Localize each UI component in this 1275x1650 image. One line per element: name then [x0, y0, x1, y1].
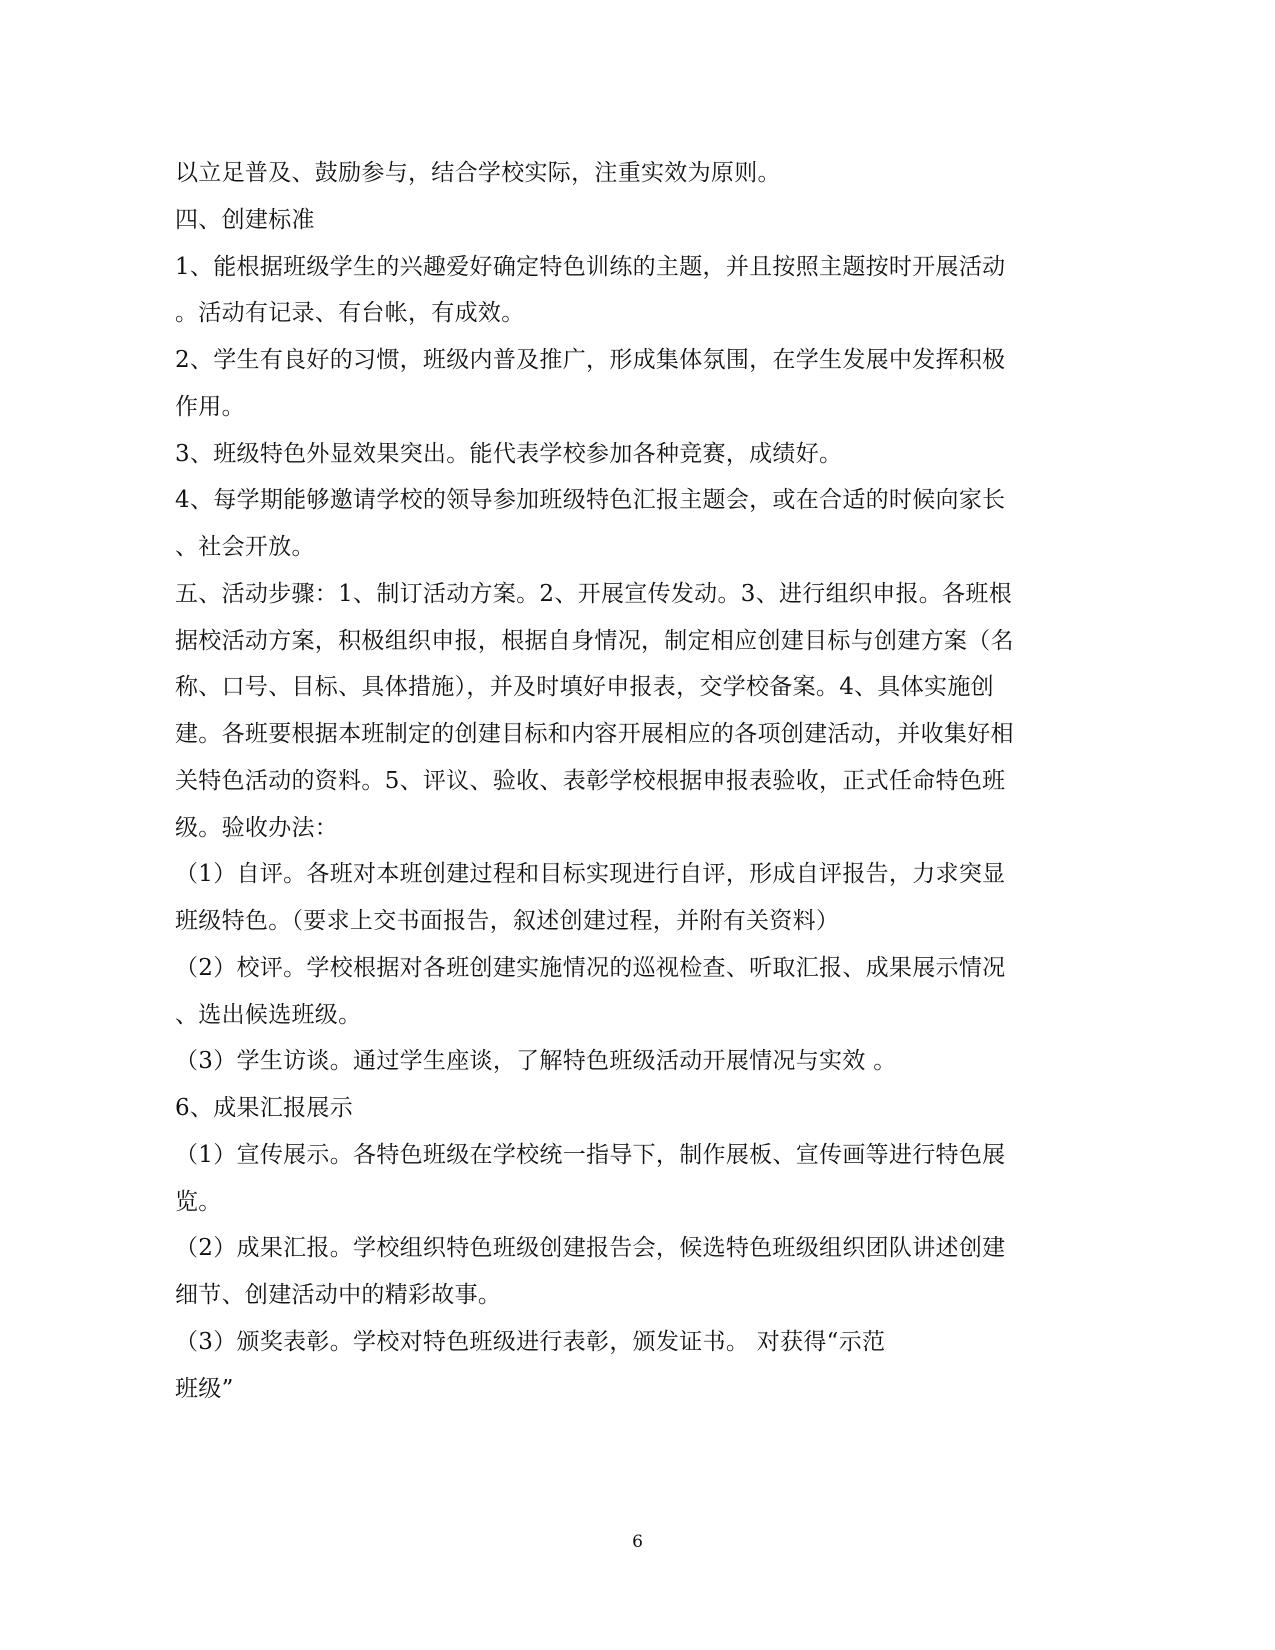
text-line: 细节、创建活动中的精彩故事。 — [175, 1282, 502, 1308]
text-line: 3、班级特色外显效果突出。能代表学校参加各种竞赛，成绩好。 — [175, 441, 843, 467]
text-line: （1）自评。各班对本班创建过程和目标实现进行自评，形成自评报告，力求突显 — [175, 861, 1006, 887]
text-line: （3）学生访谈。通过学生座谈，了解特色班级活动开展情况与实效 。 — [175, 1048, 897, 1074]
text-line: 4、每学期能够邀请学校的领导参加班级特色汇报主题会，或在合适的时候向家长 — [175, 487, 1006, 513]
text-line: 作用。 — [175, 394, 245, 420]
text-line: 关特色活动的资料。5、评议、验收、表彰学校根据申报表验收，正式任命特色班 — [175, 768, 1006, 794]
text-line: 级。验收办法： — [175, 815, 339, 841]
text-line: （1）宣传展示。各特色班级在学校统一指导下，制作展板、宣传画等进行特色展 — [175, 1142, 1006, 1168]
text-line: 建。各班要根据本班制定的创建目标和内容开展相应的各项创建活动，并收集好相 — [175, 721, 1014, 747]
text-line: 览。 — [175, 1189, 222, 1215]
text-line: 2、学生有良好的习惯，班级内普及推广，形成集体氛围，在学生发展中发挥积极 — [175, 347, 1006, 373]
text-line: 。活动有记录、有台帐，有成效。 — [175, 300, 525, 326]
text-line: 五、活动步骤：1、制订活动方案。2、开展宣传发动。3、进行组织申报。各班根 — [175, 581, 1012, 607]
text-line: （2）成果汇报。学校组织特色班级创建报告会，候选特色班级组织团队讲述创建 — [175, 1235, 1006, 1261]
text-line: 以立足普及、鼓励参与，结合学校实际，注重实效为原则。 — [175, 160, 781, 186]
text-line: 班级” — [175, 1376, 234, 1402]
text-line: 据校活动方案，积极组织申报，根据自身情况，制定相应创建目标与创建方案（名 — [175, 628, 1014, 654]
text-line: 、选出候选班级。 — [175, 1002, 362, 1028]
text-line: 、社会开放。 — [175, 534, 315, 560]
text-line: 1、能根据班级学生的兴趣爱好确定特色训练的主题，并且按照主题按时开展活动 — [175, 254, 1006, 280]
text-line: 四、创建标准 — [175, 207, 315, 233]
text-line: （2）校评。学校根据对各班创建实施情况的巡视检查、听取汇报、成果展示情况 — [175, 955, 1006, 981]
text-line: 称、口号、目标、具体措施），并及时填好申报表，交学校备案。4、具体实施创 — [175, 674, 994, 700]
text-line: 班级特色。（要求上交书面报告，叙述创建过程，并附有关资料） — [175, 908, 840, 934]
page-number: 6 — [632, 1532, 643, 1552]
text-line: （3）颁奖表彰。学校对特色班级进行表彰，颁发证书。 对获得“示范 — [175, 1329, 886, 1355]
text-line: 6、成果汇报展示 — [175, 1095, 354, 1121]
